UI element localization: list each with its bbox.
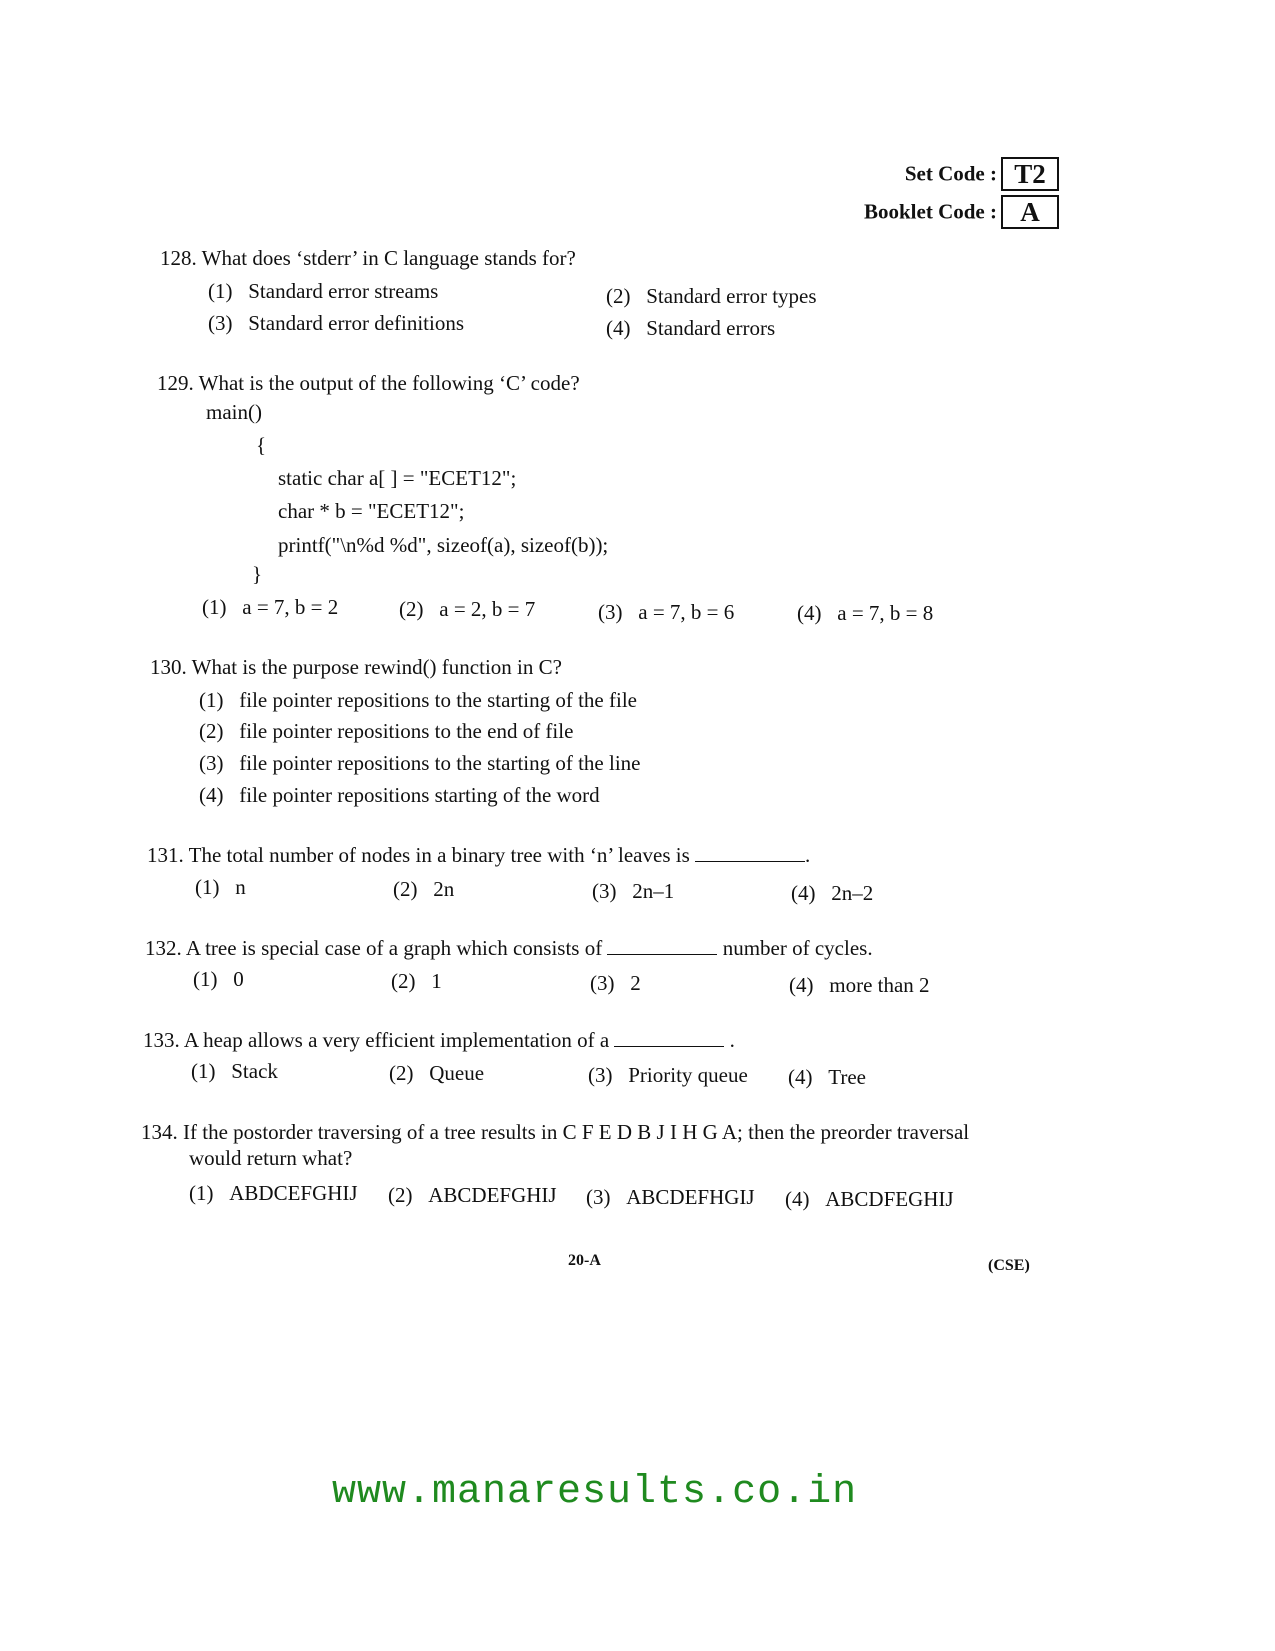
q132-option-2: (2) 1 [391, 969, 442, 993]
question-number: 128. [160, 246, 197, 270]
set-code-label: Set Code : [904, 161, 997, 186]
q130-option-3: (3) file pointer repositions to the starting of the line [199, 751, 641, 775]
q133-option-1: (1) Stack [191, 1059, 278, 1083]
q133-option-2: (2) Queue [389, 1061, 485, 1085]
question-133: 133. A heap allows a very efficient implementation of a . [143, 1028, 735, 1052]
answer-blank [607, 936, 717, 955]
q132-option-1: (1) 0 [193, 967, 244, 991]
question-132: 132. A tree is special case of a graph which consists of number of cycles. [145, 936, 873, 960]
code-line-1: main() [206, 400, 262, 424]
q134-option-2: (2) ABCDEFGHIJ [388, 1183, 557, 1207]
q131-option-2: (2) 2n [393, 877, 455, 901]
answer-blank [695, 843, 805, 862]
question-134 [141, 1120, 969, 1145]
q128-option-2: (2) Standard error types [606, 284, 817, 308]
code-line-3: static char a[ ] = "ECET12"; [278, 466, 517, 490]
q131-option-4: (4) 2n–2 [791, 881, 874, 905]
question-130 [150, 655, 562, 680]
q128-option-4: (4) Standard errors [606, 316, 776, 340]
code-line-5: printf("\n%d %d", sizeof(a), sizeof(b)); [278, 533, 609, 557]
question-131: 131. The total number of nodes in a binary tree with ‘n’ leaves is . [147, 843, 811, 867]
booklet-code-box: A [1001, 195, 1059, 229]
question-128 [160, 246, 576, 271]
q134-option-3: (3) ABCDEFHGIJ [586, 1185, 755, 1209]
q129-option-2: (2) a = 2, b = 7 [399, 597, 536, 621]
question-number: 134. [141, 1120, 178, 1144]
code-line-4: char * b = "ECET12"; [278, 499, 465, 523]
q133-option-4: (4) Tree [788, 1065, 866, 1089]
q133-option-3: (3) Priority queue [588, 1063, 748, 1087]
question-129 [157, 371, 580, 396]
question-text: A heap allows a very efficient implementation of a [183, 1028, 610, 1052]
q128-option-3: (3) Standard error definitions [208, 311, 465, 335]
answer-blank [614, 1028, 724, 1047]
question-number: 133. [143, 1028, 180, 1052]
q134-option-1: (1) ABDCEFGHIJ [189, 1181, 358, 1205]
code-line-6: } [252, 562, 263, 586]
question-text: What is the purpose rewind() function in C? [191, 655, 562, 679]
question-text: What is the output of the following ‘C’ code? [198, 371, 580, 395]
question-number: 130. [150, 655, 187, 679]
question-text: If the postorder traversing of a tree results in C F E D B J I H G A; then the preorder traversal [183, 1120, 970, 1144]
q134-option-4: (4) ABCDFEGHIJ [785, 1187, 954, 1211]
q131-option-3: (3) 2n–1 [592, 879, 675, 903]
q130-option-1: (1) file pointer repositions to the starting of the file [199, 688, 637, 712]
question-number: 131. [147, 843, 184, 867]
page-number: 20-A [568, 1252, 601, 1269]
q129-option-4: (4) a = 7, b = 8 [797, 601, 934, 625]
booklet-code-row [864, 195, 1059, 229]
q130-option-4: (4) file pointer repositions starting of the word [199, 783, 600, 807]
q128-option-1: (1) Standard error streams [208, 279, 439, 303]
booklet-code-label: Booklet Code : [864, 199, 997, 224]
question-text: The total number of nodes in a binary tree with ‘n’ leaves is [188, 843, 690, 867]
q132-option-3: (3) 2 [590, 971, 641, 995]
q129-option-1: (1) a = 7, b = 2 [202, 595, 339, 619]
subject-code: (CSE) [988, 1257, 1030, 1274]
q132-option-4: (4) more than 2 [789, 973, 930, 997]
q131-option-1: (1) n [195, 875, 246, 899]
q130-option-2: (2) file pointer repositions to the end of file [199, 719, 574, 743]
question-number: 129. [157, 371, 194, 395]
set-code-box: T2 [1001, 157, 1059, 191]
q129-option-3: (3) a = 7, b = 6 [598, 600, 735, 624]
watermark-url: www.manaresults.co.in [332, 1470, 858, 1515]
question-number: 132. [145, 936, 182, 960]
set-code-row [905, 157, 1059, 191]
question-134-line-2: would return what? [189, 1146, 353, 1170]
code-line-2: { [256, 433, 267, 457]
question-text: What does ‘stderr’ in C language stands for? [201, 246, 576, 270]
question-text: A tree is special case of a graph which consists of [185, 936, 603, 960]
